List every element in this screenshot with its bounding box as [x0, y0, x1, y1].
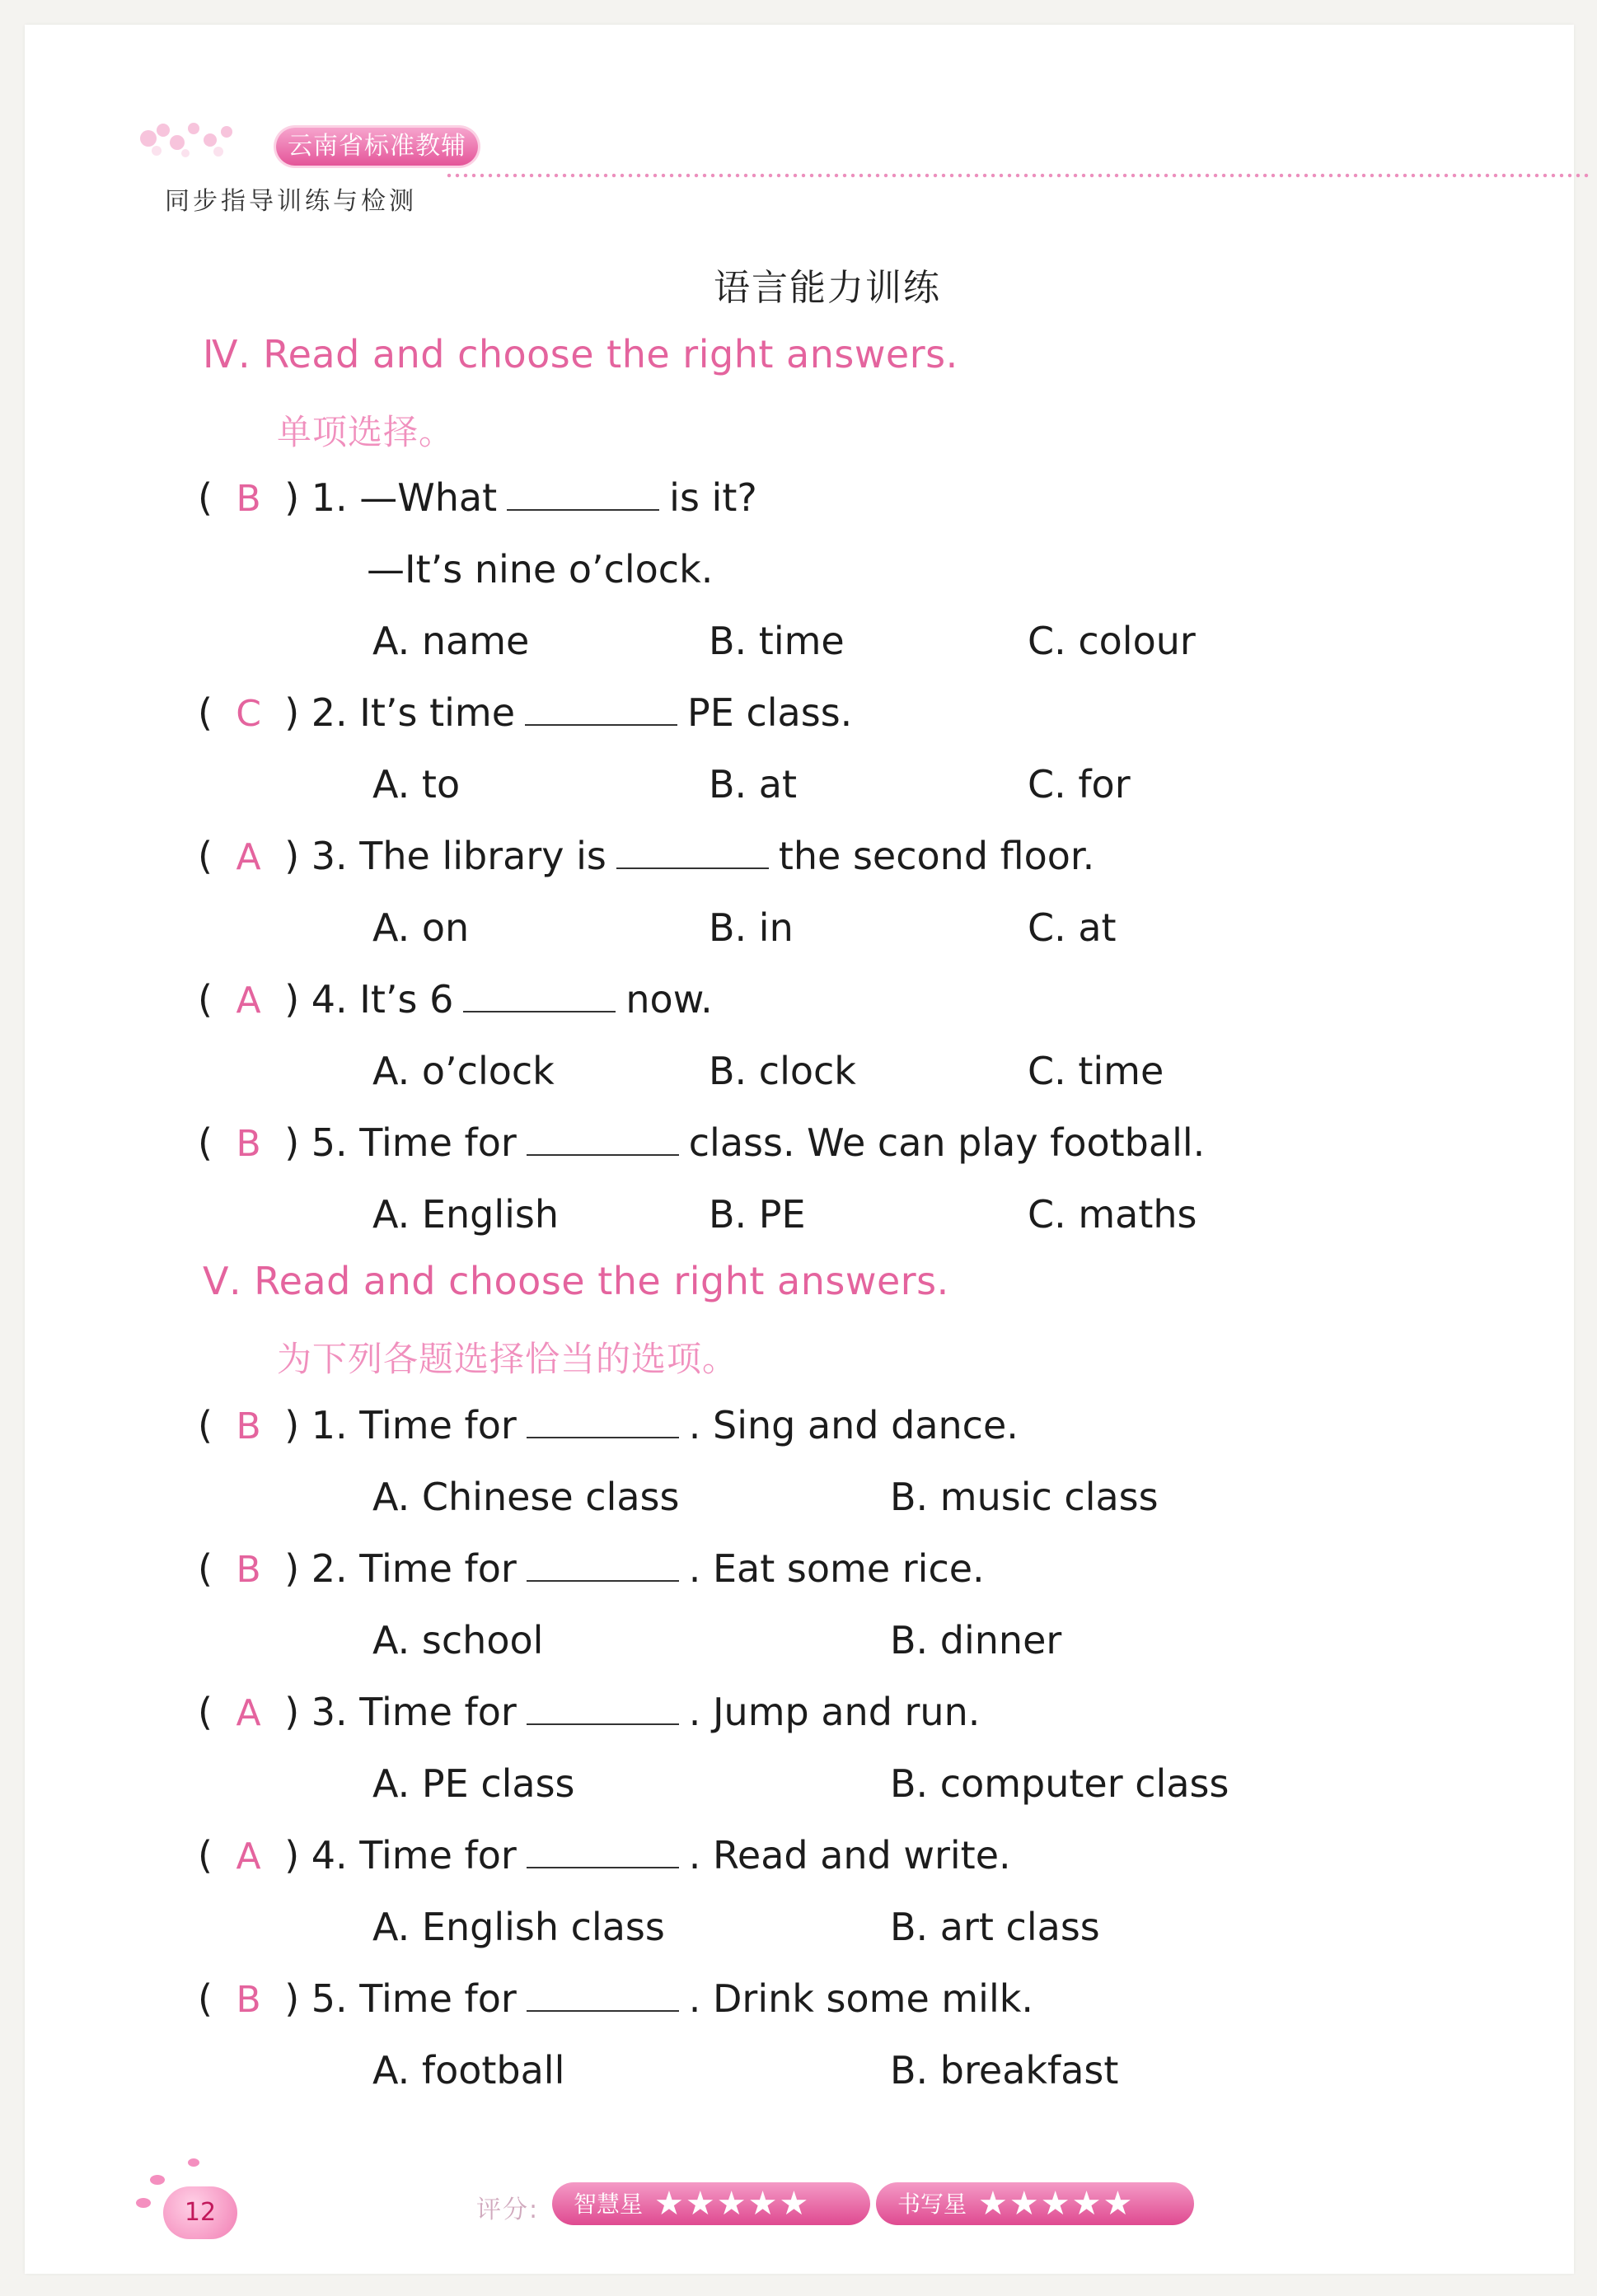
question-stem-end: . Eat some rice.: [688, 1546, 985, 1591]
answer-blank: [527, 1129, 679, 1156]
answer-blank: [463, 986, 616, 1012]
option-item: C. time: [1028, 1049, 1164, 1093]
book-title: 同步指导训练与检测: [165, 187, 417, 216]
paren-close: ): [272, 1546, 311, 1591]
option-item: C. at: [1028, 905, 1117, 950]
footer-dot-deco: [136, 2198, 151, 2208]
paren-open: (: [198, 690, 225, 735]
question-stem-end: . Drink some milk.: [688, 1976, 1033, 2021]
section-title: 语言能力训练: [714, 267, 941, 309]
flower-deco-icon: [132, 105, 280, 163]
option-item: A. English: [372, 1192, 560, 1237]
wisdom-star-label: 智慧星: [574, 2191, 644, 2218]
question-stem: Time for: [359, 1833, 517, 1877]
answer-mark: A: [236, 980, 261, 1022]
question-row: [198, 1546, 985, 1591]
answer-mark: A: [236, 1835, 261, 1877]
part4-subheading: 单项选择。: [277, 412, 455, 452]
paren-close: ): [272, 1976, 311, 2021]
writing-star-pill: [876, 2182, 1194, 2225]
paren-close: ): [272, 690, 311, 735]
option-item: B. at: [709, 762, 798, 807]
answer-mark: B: [236, 1405, 261, 1447]
question-stem: Time for: [359, 1690, 517, 1734]
answer-blank: [527, 1412, 679, 1438]
wisdom-star-pill: [552, 2182, 870, 2225]
question-stem: Time for: [359, 1403, 517, 1447]
option-item: A. PE class: [372, 1761, 575, 1806]
option-item: A. on: [372, 905, 470, 950]
question-stem-end: PE class.: [687, 690, 853, 735]
question-row: [198, 1690, 980, 1734]
option-item: A. name: [372, 619, 530, 663]
part5-subheading: 为下列各题选择恰当的选项。: [277, 1339, 738, 1379]
paren-open: (: [198, 1120, 225, 1165]
star-rating-icon: ★★★★★: [978, 2185, 1135, 2223]
part4-heading: Ⅳ. Read and choose the right answers.: [203, 332, 958, 376]
answer-mark: B: [236, 478, 261, 520]
question-stem: The library is: [359, 834, 606, 878]
paren-close: ): [272, 977, 311, 1022]
question-stem-end: the second floor.: [778, 834, 1095, 878]
header-dotted-rule: [445, 173, 1590, 178]
question-stem: It’s 6: [359, 977, 454, 1022]
paren-open: (: [198, 1976, 225, 2021]
question-row: [198, 834, 1094, 878]
paren-open: (: [198, 475, 225, 520]
paren-close: ): [272, 475, 311, 520]
question-row: [198, 690, 852, 735]
paren-open: (: [198, 1403, 225, 1447]
question-stem: Time for: [359, 1120, 517, 1165]
paren-open: (: [198, 1546, 225, 1591]
question-stem: Time for: [359, 1546, 517, 1591]
question-row: [198, 1833, 1011, 1877]
answer-mark: C: [236, 693, 261, 735]
paren-close: ): [272, 1403, 311, 1447]
page-number: 12: [163, 2186, 237, 2239]
option-item: C. colour: [1028, 619, 1196, 663]
answer-blank: [527, 1842, 679, 1868]
option-item: A. English class: [372, 1905, 665, 1949]
answer-blank: [616, 843, 769, 869]
question-number: 4.: [311, 977, 348, 1022]
footer-dot-deco: [150, 2175, 165, 2185]
question-stem: Time for: [359, 1976, 517, 2021]
option-item: C. maths: [1028, 1192, 1197, 1237]
paren-close: ): [272, 1120, 311, 1165]
option-item: C. for: [1028, 762, 1131, 807]
paren-close: ): [272, 1690, 311, 1734]
option-item: B. computer class: [890, 1761, 1229, 1806]
option-item: A. Chinese class: [372, 1475, 680, 1519]
question-row: [198, 977, 713, 1022]
question-stem-end: is it?: [669, 475, 757, 520]
question-reply: —It’s nine o’clock.: [367, 547, 714, 592]
question-stem-end: class. We can play football.: [688, 1120, 1206, 1165]
paren-close: ): [272, 834, 311, 878]
answer-mark: A: [236, 1692, 261, 1734]
question-stem: It’s time: [359, 690, 516, 735]
question-row: [198, 1976, 1033, 2021]
option-item: B. dinner: [890, 1618, 1062, 1662]
answer-mark: B: [236, 1123, 261, 1165]
option-item: B. PE: [709, 1192, 806, 1237]
question-number: 5.: [311, 1976, 348, 2021]
writing-star-label: 书写星: [897, 2191, 967, 2218]
series-badge: 云南省标准教辅: [276, 128, 478, 166]
question-stem-end: now.: [625, 977, 713, 1022]
option-item: A. to: [372, 762, 461, 807]
star-rating-icon: ★★★★★: [654, 2185, 811, 2223]
footer-dot-deco: [188, 2158, 199, 2167]
answer-blank: [527, 1699, 679, 1725]
paren-close: ): [272, 1833, 311, 1877]
paren-open: (: [198, 977, 225, 1022]
question-stem-end: . Sing and dance.: [688, 1403, 1019, 1447]
answer-mark: B: [236, 1979, 261, 2021]
question-number: 1.: [311, 1403, 348, 1447]
paren-open: (: [198, 1690, 225, 1734]
question-stem-end: . Read and write.: [688, 1833, 1011, 1877]
question-row: [198, 1120, 1205, 1165]
option-item: A. school: [372, 1618, 544, 1662]
question-number: 4.: [311, 1833, 348, 1877]
paren-open: (: [198, 1833, 225, 1877]
question-number: 1.: [311, 475, 348, 520]
question-number: 3.: [311, 1690, 348, 1734]
answer-blank: [507, 484, 659, 511]
score-label: 评分:: [476, 2195, 540, 2224]
option-item: B. breakfast: [890, 2048, 1119, 2093]
option-item: B. music class: [890, 1475, 1159, 1519]
question-number: 5.: [311, 1120, 348, 1165]
option-item: B. clock: [709, 1049, 856, 1093]
option-item: A. football: [372, 2048, 565, 2093]
answer-blank: [527, 1555, 679, 1582]
option-item: A. o’clock: [372, 1049, 555, 1093]
option-item: B. time: [709, 619, 845, 663]
option-item: B. art class: [890, 1905, 1100, 1949]
answer-blank: [527, 1985, 679, 2012]
question-row: [198, 1403, 1019, 1447]
question-number: 3.: [311, 834, 348, 878]
paren-open: (: [198, 834, 225, 878]
question-stem-end: . Jump and run.: [688, 1690, 981, 1734]
answer-mark: A: [236, 836, 261, 878]
option-item: B. in: [709, 905, 794, 950]
question-stem: —What: [359, 475, 498, 520]
answer-mark: B: [236, 1549, 261, 1591]
answer-blank: [525, 699, 677, 726]
question-row: [198, 475, 757, 520]
part5-heading: Ⅴ. Read and choose the right answers.: [203, 1259, 949, 1303]
question-number: 2.: [311, 1546, 348, 1591]
question-number: 2.: [311, 690, 348, 735]
